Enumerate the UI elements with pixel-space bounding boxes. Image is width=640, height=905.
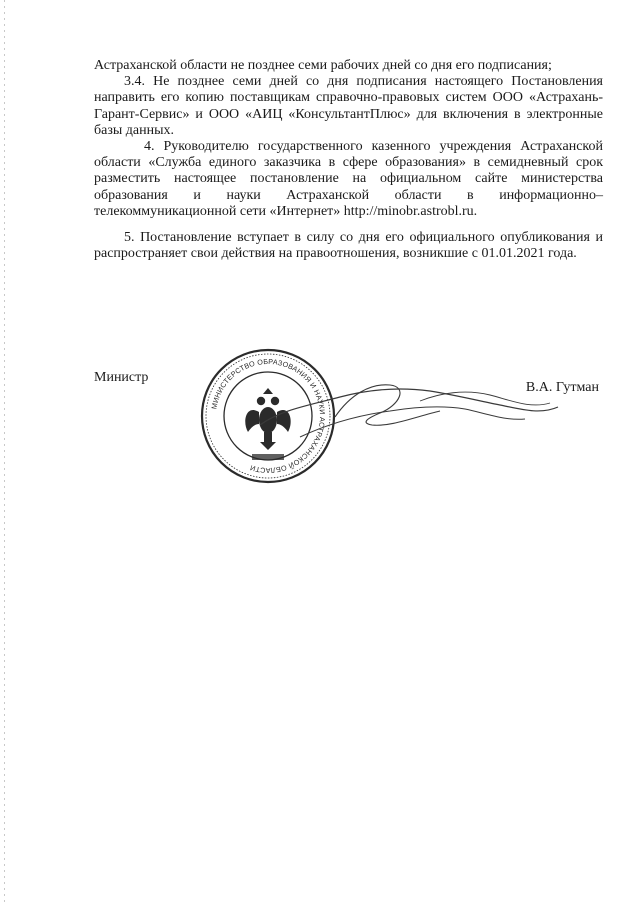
seal-ring-text: МИНИСТЕРСТВО ОБРАЗОВАНИЯ И НАУКИ АСТРАХАНСКОЙ ОБЛАСТИ xyxy=(209,356,328,476)
scan-edge-line xyxy=(4,0,5,905)
document-body xyxy=(94,58,603,262)
paragraph-5: 5. Постановление вступает в силу со дня его официального опубликования и распространяет свои действия на правоотношения, возникшие с 01.01.2021 года. xyxy=(94,230,603,262)
paragraph-3-4: 3.4. Не позднее семи дней со дня подписания настоящего Постановления направить его копию поставщикам справочно-правовых систем ООО «Астрахань-Гарант-Сервис» и ООО «АИЦ «КонсультантПлюс» для включения в электронные базы данных. xyxy=(94,74,603,138)
paragraph-continuation: Астраханской области не позднее семи рабочих дней со дня его подписания; xyxy=(94,58,552,73)
paragraph-4: 4. Руководителю государственного казенного учреждения Астраханской области «Служба единого заказчика в сфере образования» в семидневный срок разместить настоящее постановление на официальном сайте министерства образования и науки Астраханской области в информационно–телекоммуникационной сети «Интернет» http://minobr.astrobl.ru. xyxy=(94,139,603,219)
signatory-name: В.А. Гутман xyxy=(525,380,599,395)
signature-block xyxy=(94,370,603,400)
signatory-title: Министр xyxy=(94,370,149,385)
